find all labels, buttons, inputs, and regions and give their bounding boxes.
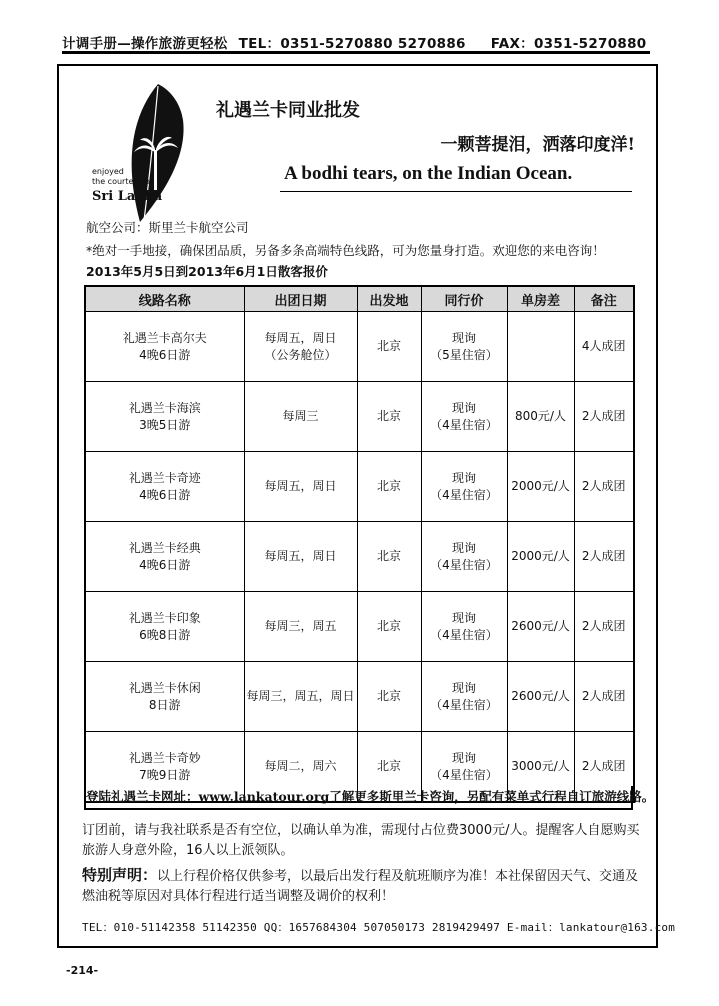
group-note: 2人成团 [574,662,634,732]
date-cell [244,522,357,592]
price-cell [421,522,507,592]
price-table [84,285,635,803]
price-cell [421,312,507,382]
route-name: 礼遇兰卡奇迹 [128,470,201,485]
date-range: 2013年5月5日到2013年6月1日散客报价 [86,264,328,279]
departure-days: 每周五，周日 [264,330,337,345]
route-name-cell [85,452,244,522]
group-note: 2人成团 [574,732,634,803]
date-cell [244,592,357,662]
group-note: 2人成团 [574,522,634,592]
hotel-level: （4星住宿） [430,767,498,782]
price-value: 现询 [451,540,476,555]
group-note: 4人成团 [574,312,634,382]
hotel-level: （4星住宿） [430,417,498,432]
single-supplement [507,312,574,382]
single-supplement: 2600元/人 [507,592,574,662]
price-value: 现询 [451,680,476,695]
table-row [85,312,634,382]
logo-text-top: enjoyed [92,167,124,176]
route-duration: 4晚6日游 [139,347,191,362]
price-value: 现询 [451,750,476,765]
route-name: 礼遇兰卡休闲 [128,680,201,695]
route-duration: 4晚6日游 [139,487,191,502]
table-row [85,662,634,732]
departure-days: 每周二，周六 [264,759,337,773]
col-header-departure: 出发地 [357,286,421,312]
price-value: 现询 [451,400,476,415]
declaration [82,865,642,907]
departure-city: 北京 [357,732,421,803]
table-row [85,522,634,592]
header-brand: 计调手册—操作旅游更轻松 [62,36,228,52]
route-duration: 4晚6日游 [139,557,191,572]
col-header-single-supplement: 单房差 [507,286,574,312]
table-header-row [85,286,634,312]
slogan-chinese: 一颗菩提泪，洒落印度洋! [440,135,635,155]
single-supplement: 2000元/人 [507,522,574,592]
sri-lanka-logo [88,80,203,225]
group-note: 2人成团 [574,592,634,662]
logo-text-mid: the courtesy of [92,177,153,186]
departure-days: 每周三，周五 [264,619,337,633]
hotel-level: （4星住宿） [430,697,498,712]
single-supplement: 3000元/人 [507,732,574,803]
table-row [85,382,634,452]
contact-line: TEL：010-51142358 51142350 QQ：1657684304 507050173 2819429497 E-mail：lankatour@163.com [82,921,676,934]
hotel-level: （4星住宿） [430,487,498,502]
departure-city: 北京 [357,662,421,732]
airline-info: 航空公司：斯里兰卡航空公司 [86,220,249,235]
route-duration: 6晚8日游 [139,627,191,642]
single-supplement: 2600元/人 [507,662,574,732]
declaration-label: 特别声明： [82,866,158,884]
route-name-cell [85,312,244,382]
declaration-text: 以上行程价格仅供参考，以最后出发行程及航班顺序为准！本社保留因天气、交通及燃油税等原因对具体行程进行适当调整及调价的权利！ [82,869,639,904]
price-cell [421,592,507,662]
route-name-cell [85,592,244,662]
route-name: 礼遇兰卡海滨 [128,400,201,415]
route-name-cell [85,382,244,452]
route-name: 礼遇兰卡高尔夫 [122,330,207,345]
hotel-level: （4星住宿） [430,627,498,642]
table-row [85,592,634,662]
route-name-cell [85,662,244,732]
cabin-note: （公务舱位） [264,347,337,362]
col-header-route: 线路名称 [85,286,244,312]
logo-text-brand: Sri Lanka [92,189,163,204]
table-row [85,452,634,522]
single-supplement: 2000元/人 [507,452,574,522]
slogan-english: A bodhi tears, on the Indian Ocean. [284,163,573,184]
group-note: 2人成团 [574,382,634,452]
route-name: 礼遇兰卡奇妙 [128,750,201,765]
header-fax: FAX：0351-5270880 [490,36,647,52]
hotel-level: （4星住宿） [430,557,498,572]
page-header [62,32,650,52]
group-note: 2人成团 [574,452,634,522]
date-cell [244,312,357,382]
date-cell [244,452,357,522]
page-number: -214- [66,964,99,977]
price-value: 现询 [451,330,476,345]
route-name-cell [85,522,244,592]
booking-note: 订团前，请与我社联系是否有空位，以确认单为准，需现付占位费3000元/人。提醒客人自愿购买旅游人身意外险，16人以上派领队。 [82,823,640,858]
intro-text: *绝对一手地接，确保团品质，另备多条高端特色线路，可为您量身打造。欢迎您的来电咨询！ [86,243,605,258]
website-notice: 登陆礼遇兰卡网址：www.lankatour.org了解更多斯里兰卡咨询，另配有菜单式行程自订旅游线路。 [84,786,633,810]
route-duration: 3晚5日游 [139,417,191,432]
col-header-date: 出团日期 [244,286,357,312]
departure-days: 每周五，周日 [264,479,337,493]
departure-city: 北京 [357,592,421,662]
route-duration: 8日游 [148,697,181,712]
departure-days: 每周三 [282,409,319,423]
header-rule [62,51,650,54]
date-cell [244,382,357,452]
header-phone: TEL：0351-5270880 5270886 [238,36,466,52]
price-cell [421,452,507,522]
price-value: 现询 [451,610,476,625]
price-value: 现询 [451,470,476,485]
single-supplement: 800元/人 [507,382,574,452]
route-duration: 7晚9日游 [139,767,191,782]
departure-city: 北京 [357,382,421,452]
hotel-level: （5星住宿） [430,347,498,362]
col-header-price: 同行价 [421,286,507,312]
date-cell [244,662,357,732]
price-cell [421,382,507,452]
route-name: 礼遇兰卡经典 [128,540,201,555]
price-cell [421,662,507,732]
departure-days: 每周五，周日 [264,549,337,563]
departure-city: 北京 [357,522,421,592]
departure-city: 北京 [357,452,421,522]
departure-city: 北京 [357,312,421,382]
route-name: 礼遇兰卡印象 [128,610,201,625]
col-header-note: 备注 [574,286,634,312]
departure-days: 每周三，周五，周日 [246,689,355,703]
page-title: 礼遇兰卡同业批发 [216,100,360,121]
slogan-divider [280,191,632,192]
